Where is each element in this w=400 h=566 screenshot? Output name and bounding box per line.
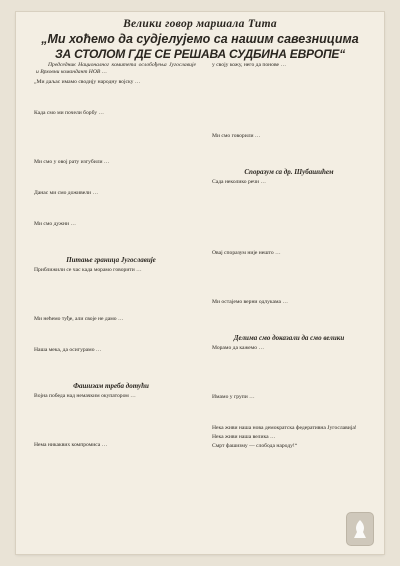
paragraph: Данас ми смо доживели … — [34, 190, 99, 196]
paragraph: у своју кожу, него да понове … — [212, 62, 287, 68]
paragraph: Ми смо говорили … — [212, 133, 261, 139]
paragraph: Нема никаквих компромиса … — [34, 442, 108, 448]
closing-slogan: Нека живи наша велика … — [212, 434, 276, 440]
paragraph: Наша мека, да осигурамо … — [34, 347, 102, 353]
subheading-deeds: Делима смо доказали да смо велики — [233, 334, 345, 342]
headline-line-2: ЗА СТОЛОМ ГДЕ СЕ РЕШАВА СУДБИНА ЕВРОПЕ“ — [54, 47, 346, 61]
paragraph: Ми смо дужни … — [34, 221, 76, 227]
closing-slogan: Смрт фашизму — слобода народу!“ — [212, 443, 298, 449]
subheading-agreement: Споразум са др. Шубашићем — [244, 168, 334, 176]
paragraph: Овај споразум није нешто … — [212, 250, 281, 256]
closing-slogan: Нека живи наша нова демократска федеративна Југославија! — [212, 425, 357, 431]
paragraph: Сада неколико речи … — [212, 179, 266, 185]
paragraph: Ми нећемо туђе, али своје не дамо … — [34, 316, 124, 322]
left-column — [26, 62, 196, 548]
subheading-borders: Питање граница Југославије — [66, 256, 156, 264]
headline-line-1: „Ми хоћемо да судјелујемо са нашим савезницима — [41, 32, 359, 46]
right-column — [204, 62, 374, 548]
paragraph: „Ми даљас имамо сводију народну војску … — [34, 79, 141, 85]
article-columns — [26, 62, 374, 548]
headline — [26, 32, 374, 62]
paragraph: Ми остајемо верни одлукама … — [212, 299, 288, 305]
article-intro: Председник Националног комитета ослобођења Југославије и Врховни командант НОВ … — [36, 62, 196, 75]
subheading-fascism: Фашизам треба дотући — [73, 382, 149, 390]
library-stamp-icon — [346, 512, 374, 546]
newspaper-page — [16, 12, 384, 554]
paragraph: Ми смо у овој рату изгубили … — [34, 159, 110, 165]
paragraph: Имамо у групи … — [212, 394, 255, 400]
paragraph: Приближили се час када морамо говорити … — [34, 267, 142, 273]
paragraph: Када смо ми почели борбу … — [34, 110, 105, 116]
masthead: Велики говор маршала Тита — [123, 18, 277, 30]
paragraph: Војна победа над немачким окупатором … — [34, 393, 136, 399]
paragraph: Морамо да кажемо … — [212, 345, 265, 351]
